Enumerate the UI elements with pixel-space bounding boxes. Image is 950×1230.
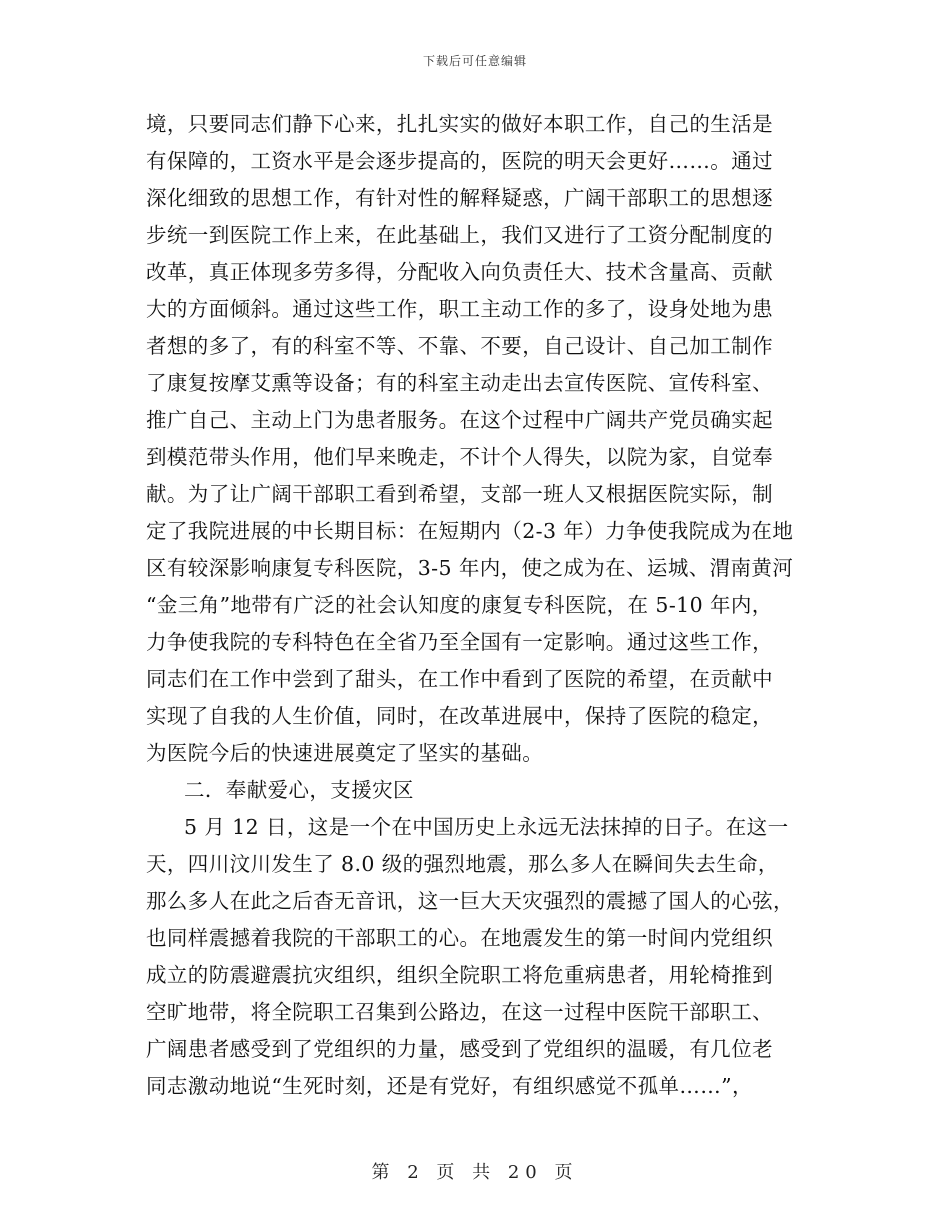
text-line: 步统一到医院工作上来，在此基础上，我们又进行了工资分配制度的 [146,223,773,247]
text-line: 改革，真正体现多劳多得，分配收入向负责任大、技术含量高、贡献 [146,260,773,284]
text-line: 有保障的，工资水平是会逐步提高的，医院的明天会更好……。通过 [146,149,773,173]
text-line: 者想的多了，有的科室不等、不靠、不要，自己设计、自己加工制作 [146,334,773,358]
text-line: 同志们在工作中尝到了甜头，在工作中看到了医院的希望，在贡献中 [146,667,773,691]
text-line: 推广自己、主动上门为患者服务。在这个过程中广阔共产党员确实起 [146,408,773,432]
text-line: 成立的防震避震抗灾组织，组织全院职工将危重病患者，用轮椅推到 [146,963,773,987]
text-line: “金三角”地带有广泛的社会认知度的康复专科医院，在 5-10 年内， [146,593,773,617]
text-line: 为医院今后的快速进展奠定了坚实的基础。 [146,741,544,765]
text-line: 广阔患者感受到了党组织的力量，感受到了党组织的温暖，有几位老 [146,1037,773,1061]
text-line: 到模范带头作用，他们早来晚走，不计个人得失，以院为家，自觉奉 [146,445,773,469]
text-line: 深化细致的思想工作，有针对性的解释疑惑，广阔干部职工的思想逐 [146,186,773,210]
text-line: 大的方面倾斜。通过这些工作，职工主动工作的多了，设身处地为患 [146,297,773,321]
text-line: 也同样震撼着我院的干部职工的心。在地震发生的第一时间内党组织 [146,926,773,950]
text-line: 力争使我院的专科特色在全省乃至全国有一定影响。通过这些工作， [146,630,773,654]
text-line: 了康复按摩艾熏等设备；有的科室主动走出去宣传医院、宣传科室、 [146,371,773,395]
text-line: 区有较深影响康复专科医院，3-5 年内，使之成为在、运城、渭南黄河 [146,556,794,580]
text-line: 5 月 12 日，这是一个在中国历史上永远无法抹掉的日子。在这一 [184,815,789,839]
text-line: 那么多人在此之后杳无音讯，这一巨大天灾强烈的震撼了国人的心弦， [146,889,794,913]
text-line: 定了我院进展的中长期目标：在短期内（2-3 年）力争使我院成为在地 [146,519,794,543]
text-line: 天，四川汶川发生了 8.0 级的强烈地震，那么多人在瞬间失去生命， [146,852,779,876]
text-line: 空旷地带，将全院职工召集到公路边，在这一过程中医院干部职工、 [146,1000,773,1024]
text-line: 献。为了让广阔干部职工看到希望，支部一班人又根据医院实际，制 [146,482,773,506]
text-line: 实现了自我的人生价值，同时，在改革进展中，保持了医院的稳定， [146,704,773,728]
text-line: 境，只要同志们静下心来，扎扎实实的做好本职工作，自己的生活是 [146,112,773,136]
document-body [146,106,806,1105]
text-line: 同志激动地说“生死时刻，还是有党好，有组织感觉不孤单……”， [146,1074,753,1098]
page-footer: 第 2 页 共 20 页 [371,1162,579,1183]
header-note: 下载后可任意编辑 [422,54,527,68]
section-heading: 二．奉献爱心，支援灾区 [184,778,414,802]
